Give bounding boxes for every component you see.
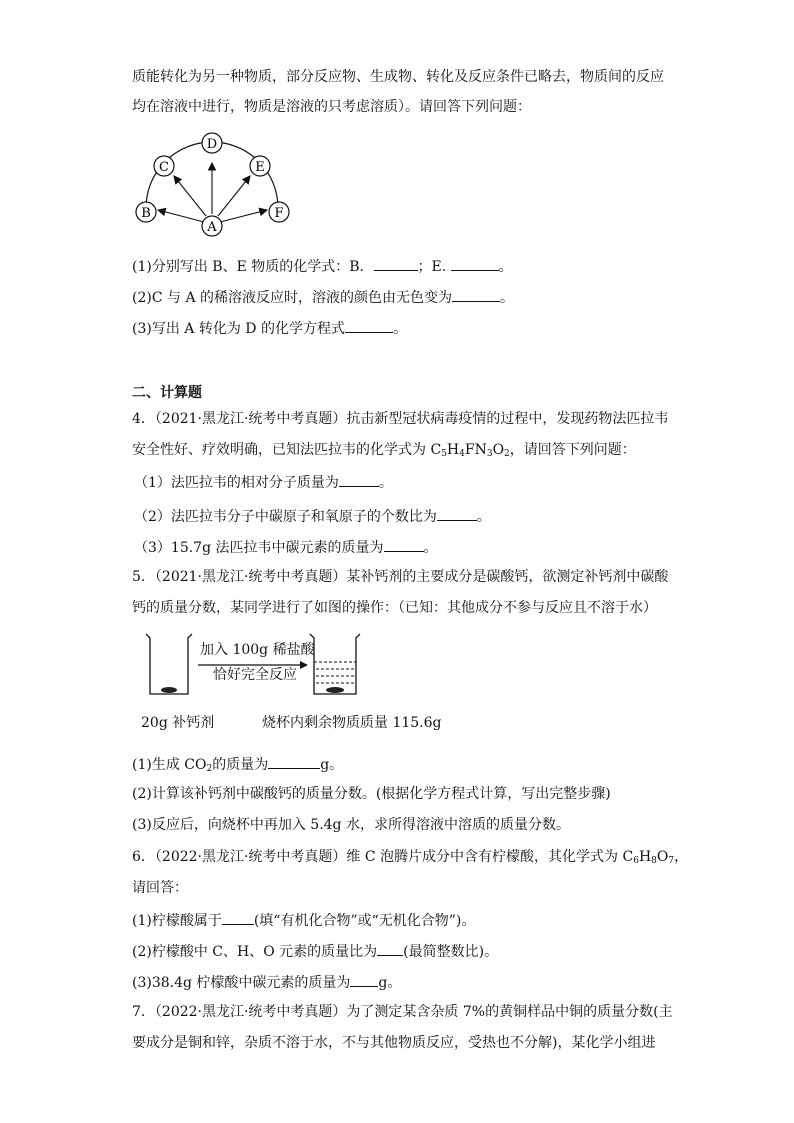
- beaker-label-left: 20g 补钙剂: [141, 715, 215, 731]
- node-F: [269, 202, 289, 222]
- q3-part1: (1)分别写出 B、E 物质的化学式：B． ；E. 。: [132, 256, 513, 276]
- q5-part2: (2)计算该补钙剂中碳酸钙的质量分数。(根据化学方程式计算，写出完整步骤): [132, 786, 611, 802]
- q6-part1: (1)柠檬酸属于 (填“有机化合物”或“无机化合物”)。: [132, 910, 475, 930]
- q3-part3: (3)写出 A 转化为 D 的化学方程式 。: [132, 318, 407, 338]
- q6-line-2: 请回答：: [132, 880, 188, 896]
- q7-line-2: 要成分是铜和锌，杂质不溶于水，不与其他物质反应，受热也不分解)，某化学小组进: [132, 1035, 656, 1051]
- node-C: [154, 156, 174, 176]
- answer-blank[interactable]: [374, 256, 418, 271]
- reaction-diagram: [128, 128, 298, 240]
- svg-text:E: E: [255, 160, 265, 175]
- beaker-label-right: 烧杯内剩余物质质量 115.6g: [262, 715, 442, 731]
- node-A: [202, 216, 222, 236]
- answer-blank[interactable]: [451, 256, 499, 271]
- answer-blank[interactable]: [452, 287, 500, 302]
- q4-line-1: 4．（2021·黑龙江·统考中考真题）抗击新型冠状病毒疫情的过程中，发现药物法匹拉韦: [132, 411, 669, 427]
- q5-line-2: 钙的质量分数，某同学进行了如图的操作：（已知：其他成分不参与反应且不溶于水）: [132, 600, 657, 616]
- q5-part3: (3)反应后，向烧杯中再加入 5.4g 水，求所得溶液中溶质的质量分数。: [132, 817, 570, 833]
- answer-blank[interactable]: [377, 941, 403, 956]
- svg-text:C: C: [159, 160, 169, 175]
- q4-line-2: 安全性好、疗效明确，已知法匹拉韦的化学式为 $C_5H_4FN_3O_2$，请回答下列问题：: [132, 442, 636, 459]
- answer-blank[interactable]: [268, 754, 320, 769]
- q3-part2: (2)C 与 A 的稀溶液反应时，溶液的颜色由无色变为 。: [132, 287, 514, 307]
- q5-part1: (1)生成 $CO_2$的质量为 g。: [132, 754, 343, 774]
- svg-text:A: A: [207, 220, 217, 235]
- q4-part2: （2）法匹拉韦分子中碳原子和氧原子的个数比为 。: [134, 506, 491, 526]
- answer-blank[interactable]: [222, 910, 254, 925]
- answer-blank[interactable]: [437, 506, 477, 521]
- q6-part2: (2)柠檬酸中 C、H、O 元素的质量比为 (最简整数比)。: [132, 941, 498, 961]
- node-B: [136, 202, 156, 222]
- q7-line-1: 7．（2022·黑龙江·统考中考真题）为了测定某含杂质 7%的黄铜样品中铜的质量分数(主: [132, 1004, 673, 1020]
- q6-line-1: 6．（2022·黑龙江·统考中考真题）维 C 泡腾片成分中含有柠檬酸，其化学式为 $C_6H_8O_7$，: [132, 849, 689, 866]
- q5-line-1: 5．（2021·黑龙江·统考中考真题）某补钙剂的主要成分是碳酸钙，欲测定补钙剂中碳酸: [132, 569, 669, 585]
- svg-text:F: F: [274, 206, 284, 221]
- arrow-label-top: 加入 100g 稀盐酸: [200, 642, 315, 658]
- svg-text:D: D: [206, 137, 218, 152]
- answer-blank[interactable]: [350, 972, 378, 987]
- q4-part1: （1）法匹拉韦的相对分子质量为 。: [134, 472, 393, 492]
- arrow-label-bottom: 恰好完全反应: [213, 667, 297, 683]
- answer-blank[interactable]: [339, 472, 379, 487]
- intro-line-1: 质能转化为另一种物质，部分反应物、生成物、转化及反应条件已略去，物质间的反应: [132, 69, 664, 85]
- q6-part3: (3)38.4g 柠檬酸中碳元素的质量为 g。: [132, 972, 401, 992]
- answer-blank[interactable]: [345, 318, 393, 333]
- svg-text:B: B: [141, 206, 151, 221]
- node-D: [202, 133, 222, 153]
- section-title: 二、计算题: [132, 385, 202, 401]
- answer-blank[interactable]: [384, 537, 424, 552]
- q4-part3: （3）15.7g 法匹拉韦中碳元素的质量为 。: [134, 537, 438, 557]
- node-E: [250, 156, 270, 176]
- intro-line-2: 均在溶液中进行，物质是溶液的只考虑溶质）。请回答下列问题：: [132, 99, 531, 115]
